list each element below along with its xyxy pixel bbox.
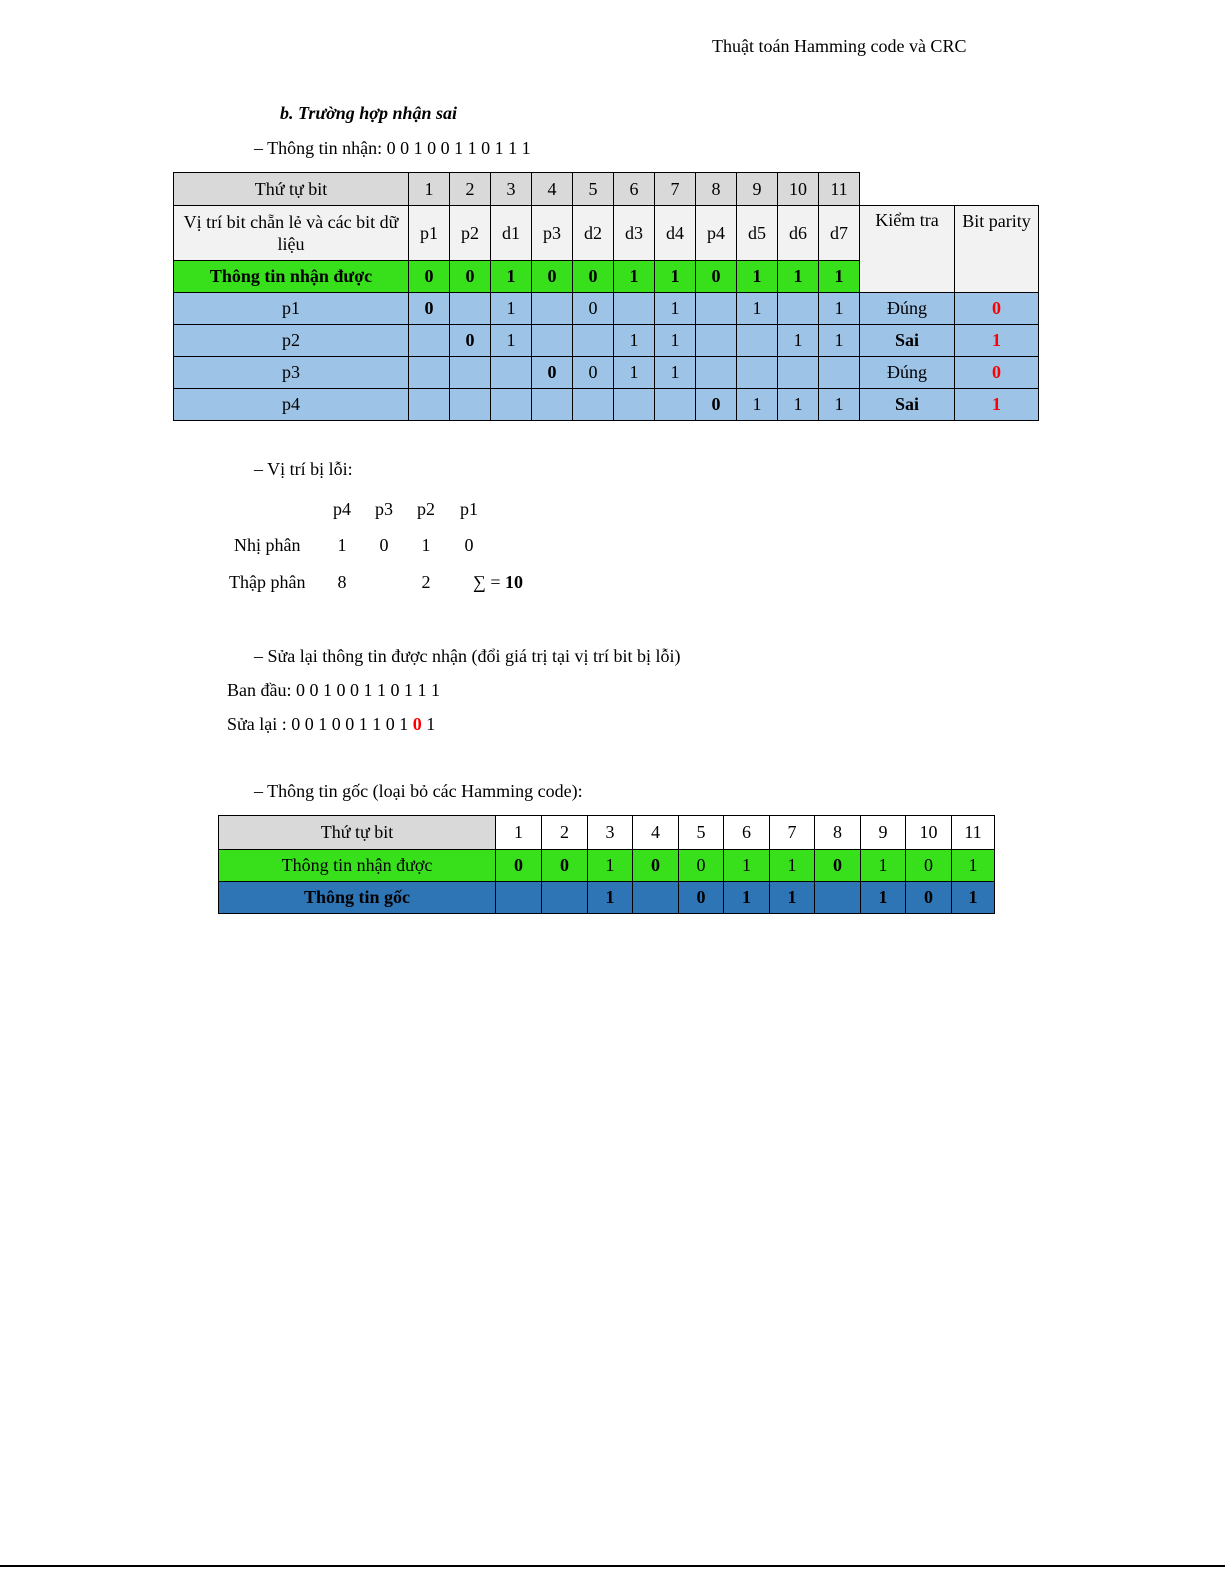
row-label: p4 bbox=[174, 389, 409, 421]
received-cell: 1 bbox=[655, 261, 696, 293]
binary-digit: 1 bbox=[421, 535, 431, 555]
parity-cell bbox=[450, 357, 491, 389]
row-label: Thứ tự bit bbox=[219, 816, 496, 850]
bit-order-cell: 10 bbox=[906, 816, 952, 850]
parity-cell bbox=[655, 389, 696, 421]
decimal-value: 8 bbox=[337, 572, 347, 592]
original-cell: 1 bbox=[588, 882, 633, 914]
corrected-bits bbox=[227, 714, 435, 735]
received-cell: 0 bbox=[532, 261, 573, 293]
bit-order-cell: 9 bbox=[737, 173, 778, 206]
binary-label: Nhị phân bbox=[234, 535, 301, 555]
parity-cell bbox=[696, 325, 737, 357]
original-cell: 1 bbox=[861, 882, 906, 914]
position-cell: d4 bbox=[655, 206, 696, 261]
sum-value: 10 bbox=[504, 572, 523, 592]
parity-row-p3 bbox=[174, 357, 1039, 389]
parity-cell bbox=[532, 293, 573, 325]
position-cell: d3 bbox=[614, 206, 655, 261]
bit-order-cell: 2 bbox=[542, 816, 588, 850]
original-bits: Ban đầu: 0 0 1 0 0 1 1 0 1 1 1 bbox=[227, 680, 440, 700]
parity-cell bbox=[778, 293, 819, 325]
original-cell: 0 bbox=[906, 882, 952, 914]
received-cell: 0 bbox=[542, 850, 588, 882]
parity-cell bbox=[573, 389, 614, 421]
received-cell: 1 bbox=[819, 261, 860, 293]
bit-order-cell: 6 bbox=[614, 173, 655, 206]
position-cell: p2 bbox=[450, 206, 491, 261]
original-cell: 1 bbox=[770, 882, 815, 914]
position-cell: d1 bbox=[491, 206, 532, 261]
parity-cell: 1 bbox=[655, 357, 696, 389]
received-cell: 0 bbox=[409, 261, 450, 293]
original-row bbox=[219, 882, 995, 914]
parity-bit: 1 bbox=[955, 325, 1039, 357]
parity-cell bbox=[778, 357, 819, 389]
parity-bit: 0 bbox=[955, 293, 1039, 325]
parity-cell: 0 bbox=[696, 389, 737, 421]
row-label: Thông tin gốc bbox=[219, 882, 496, 914]
page-bottom-rule bbox=[0, 1565, 1225, 1567]
received-cell: 0 bbox=[906, 850, 952, 882]
position-cell: d2 bbox=[573, 206, 614, 261]
binary-digit: 0 bbox=[464, 535, 474, 555]
received-cell: 1 bbox=[952, 850, 995, 882]
parity-cell: 1 bbox=[655, 325, 696, 357]
parity-cell: 1 bbox=[819, 325, 860, 357]
parity-cell bbox=[532, 389, 573, 421]
bit-order-cell: 11 bbox=[952, 816, 995, 850]
position-cell: p3 bbox=[532, 206, 573, 261]
pos-header: p3 bbox=[375, 499, 393, 519]
original-cell bbox=[496, 882, 542, 914]
position-cell: d6 bbox=[778, 206, 819, 261]
original-info-table bbox=[218, 815, 995, 914]
parity-cell bbox=[491, 357, 532, 389]
bit-order-cell: 7 bbox=[655, 173, 696, 206]
row-label: p2 bbox=[174, 325, 409, 357]
received-cell: 1 bbox=[491, 261, 532, 293]
bit-order-row bbox=[219, 816, 995, 850]
original-cell: 1 bbox=[952, 882, 995, 914]
received-cell: 0 bbox=[450, 261, 491, 293]
position-cell: p1 bbox=[409, 206, 450, 261]
received-cell: 0 bbox=[815, 850, 861, 882]
parity-header: Bit parity bbox=[955, 206, 1039, 293]
parity-cell bbox=[532, 325, 573, 357]
original-cell bbox=[542, 882, 588, 914]
received-cell: 0 bbox=[696, 261, 737, 293]
received-cell: 1 bbox=[588, 850, 633, 882]
parity-cell bbox=[819, 357, 860, 389]
bit-order-cell: 4 bbox=[532, 173, 573, 206]
received-cell: 1 bbox=[770, 850, 815, 882]
page-header: Thuật toán Hamming code và CRC bbox=[712, 36, 967, 56]
received-row bbox=[219, 850, 995, 882]
parity-cell bbox=[614, 293, 655, 325]
received-cell: 0 bbox=[633, 850, 679, 882]
binary-digit: 0 bbox=[379, 535, 389, 555]
parity-cell bbox=[696, 357, 737, 389]
original-cell bbox=[815, 882, 861, 914]
position-cell: p4 bbox=[696, 206, 737, 261]
check-result: Đúng bbox=[860, 293, 955, 325]
row-label: Vị trí bit chẵn lẻ và các bit dữ liệu bbox=[174, 206, 409, 261]
parity-cell: 0 bbox=[532, 357, 573, 389]
bit-order-cell: 8 bbox=[815, 816, 861, 850]
parity-cell: 1 bbox=[614, 325, 655, 357]
corrected-suffix: 1 bbox=[421, 714, 436, 734]
decimal-value: 2 bbox=[421, 572, 431, 592]
pos-header: p2 bbox=[417, 499, 435, 519]
position-row bbox=[174, 206, 1039, 261]
bit-order-cell: 5 bbox=[573, 173, 614, 206]
sum-symbol: ∑ = bbox=[473, 572, 501, 592]
check-result: Sai bbox=[860, 389, 955, 421]
parity-cell: 1 bbox=[778, 325, 819, 357]
parity-cell: 1 bbox=[778, 389, 819, 421]
parity-cell: 0 bbox=[409, 293, 450, 325]
bit-order-cell: 4 bbox=[633, 816, 679, 850]
correction-title: – Sửa lại thông tin được nhận (đổi giá trị tại vị trí bit bị lỗi) bbox=[254, 646, 681, 666]
bit-order-cell: 6 bbox=[724, 816, 770, 850]
parity-cell: 1 bbox=[614, 357, 655, 389]
sum-expression bbox=[473, 572, 523, 593]
section-title: b. Trường hợp nhận sai bbox=[280, 103, 457, 123]
received-cell: 0 bbox=[679, 850, 724, 882]
parity-row-p4 bbox=[174, 389, 1039, 421]
received-cell: 1 bbox=[737, 261, 778, 293]
parity-row-p2 bbox=[174, 325, 1039, 357]
row-label: Thông tin nhận được bbox=[174, 261, 409, 293]
parity-cell bbox=[614, 389, 655, 421]
check-result: Đúng bbox=[860, 357, 955, 389]
corrected-prefix: Sửa lại : 0 0 1 0 0 1 1 0 1 bbox=[227, 714, 413, 734]
parity-cell: 1 bbox=[737, 293, 778, 325]
parity-cell: 0 bbox=[573, 293, 614, 325]
parity-cell bbox=[409, 357, 450, 389]
parity-cell bbox=[491, 389, 532, 421]
received-cell: 1 bbox=[778, 261, 819, 293]
bit-order-cell: 7 bbox=[770, 816, 815, 850]
parity-row-p1 bbox=[174, 293, 1039, 325]
original-cell: 0 bbox=[679, 882, 724, 914]
position-cell: d7 bbox=[819, 206, 860, 261]
row-label: p3 bbox=[174, 357, 409, 389]
parity-cell bbox=[737, 325, 778, 357]
bit-order-cell: 3 bbox=[491, 173, 532, 206]
corrected-bit: 0 bbox=[412, 714, 422, 734]
binary-digit: 1 bbox=[337, 535, 347, 555]
parity-check-table bbox=[173, 172, 1039, 421]
bit-order-cell: 9 bbox=[861, 816, 906, 850]
parity-cell bbox=[696, 293, 737, 325]
parity-cell: 0 bbox=[573, 357, 614, 389]
row-label: Thứ tự bit bbox=[174, 173, 409, 206]
parity-cell: 1 bbox=[819, 293, 860, 325]
parity-cell bbox=[573, 325, 614, 357]
parity-bit: 0 bbox=[955, 357, 1039, 389]
original-cell: 1 bbox=[724, 882, 770, 914]
received-cell: 0 bbox=[573, 261, 614, 293]
row-label: Thông tin nhận được bbox=[219, 850, 496, 882]
parity-cell: 0 bbox=[450, 325, 491, 357]
bit-order-cell: 2 bbox=[450, 173, 491, 206]
pos-header: p4 bbox=[333, 499, 351, 519]
parity-cell: 1 bbox=[491, 293, 532, 325]
received-line: – Thông tin nhận: 0 0 1 0 0 1 1 0 1 1 1 bbox=[254, 138, 531, 158]
parity-bit: 1 bbox=[955, 389, 1039, 421]
bit-order-row bbox=[174, 173, 1039, 206]
bit-order-cell: 11 bbox=[819, 173, 860, 206]
received-cell: 1 bbox=[614, 261, 655, 293]
bit-order-cell: 1 bbox=[496, 816, 542, 850]
error-position-title: – Vị trí bị lỗi: bbox=[254, 459, 353, 479]
bit-order-cell: 8 bbox=[696, 173, 737, 206]
bit-order-cell: 10 bbox=[778, 173, 819, 206]
original-cell bbox=[633, 882, 679, 914]
pos-header: p1 bbox=[460, 499, 478, 519]
check-result: Sai bbox=[860, 325, 955, 357]
received-cell: 1 bbox=[861, 850, 906, 882]
bit-order-cell: 5 bbox=[679, 816, 724, 850]
received-cell: 0 bbox=[496, 850, 542, 882]
original-info-title: – Thông tin gốc (loại bỏ các Hamming code): bbox=[254, 781, 583, 801]
parity-cell bbox=[450, 293, 491, 325]
parity-cell bbox=[737, 357, 778, 389]
parity-cell bbox=[450, 389, 491, 421]
parity-cell: 1 bbox=[737, 389, 778, 421]
parity-cell bbox=[409, 389, 450, 421]
parity-cell: 1 bbox=[655, 293, 696, 325]
parity-cell bbox=[409, 325, 450, 357]
parity-cell: 1 bbox=[819, 389, 860, 421]
position-cell: d5 bbox=[737, 206, 778, 261]
check-header: Kiểm tra bbox=[860, 206, 955, 293]
row-label: p1 bbox=[174, 293, 409, 325]
decimal-label: Thập phân bbox=[229, 572, 306, 592]
bit-order-cell: 3 bbox=[588, 816, 633, 850]
bit-order-cell: 1 bbox=[409, 173, 450, 206]
received-cell: 1 bbox=[724, 850, 770, 882]
parity-cell: 1 bbox=[491, 325, 532, 357]
